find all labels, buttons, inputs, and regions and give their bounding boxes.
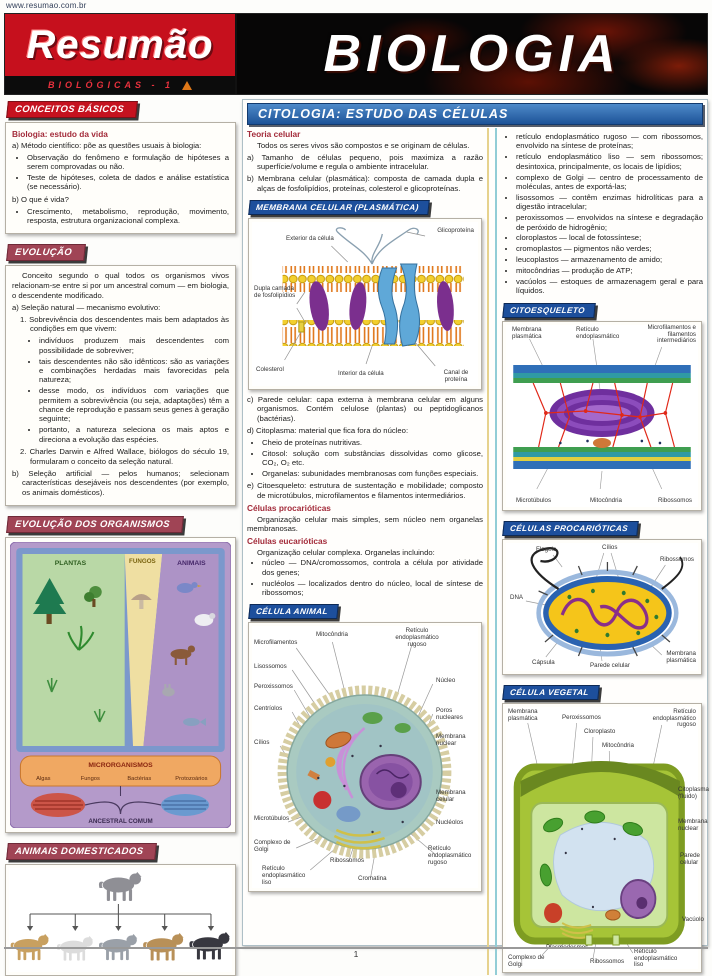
list-item: • núcleo — DNA/cromossomos, controla a célula por atividade dos genes; bbox=[262, 558, 483, 577]
list-item: • Crescimento, metabolismo, reprodução, movimento, resposta, estrutura organizacional complexa. bbox=[27, 207, 229, 226]
list-item: • tais descendentes não são idênticos: são as variações e combinações herdadas mais favorecidas pela natureza; bbox=[39, 357, 229, 385]
conceitos-b-list bbox=[12, 207, 229, 226]
mitochondrion bbox=[606, 910, 620, 920]
evolucao-intro: Conceito segundo o qual todos os organismos vivos relacionam-se entre si por um ancestral comum — em biologia, o descendente modificado. bbox=[12, 271, 229, 300]
label-glicoproteina: Glicoproteína bbox=[437, 226, 474, 234]
middle-column bbox=[247, 128, 489, 975]
organelas-list bbox=[501, 132, 703, 296]
list-item: • cloroplastos — local de fotossíntese; bbox=[516, 233, 703, 242]
site-url: www.resumao.com.br bbox=[6, 1, 87, 10]
label-reticulo: Retículo endoplasmático bbox=[576, 325, 620, 340]
label-membrana-plasmatica: Membrana plasmática bbox=[512, 325, 542, 340]
label-rel: Retículo endoplasmático liso bbox=[262, 865, 306, 886]
label-centriolos: Centríolos bbox=[254, 705, 283, 713]
evolucao-item-a: a) Seleção natural — mecanismo evolutivo: bbox=[12, 302, 161, 312]
lineage-arrows bbox=[27, 926, 214, 931]
evolucao-n1: 1. Sobrevivência dos descendentes mais bem adaptados às condições em que vivem: bbox=[20, 314, 229, 334]
label-peroxissomos: Peroxissomos bbox=[562, 713, 601, 721]
label-lisossomos: Lisossomos bbox=[254, 663, 287, 671]
label-capsula: Cápsula bbox=[532, 658, 555, 666]
lineage-lines bbox=[30, 904, 211, 926]
citoesqueleto-diagram bbox=[506, 325, 698, 507]
label-microtubulos: Microtúbulos bbox=[254, 815, 290, 823]
flame-icon bbox=[182, 81, 192, 90]
banner bbox=[4, 13, 708, 95]
list-item: • retículo endoplasmático rugoso — com ribossomos, envolvido na síntese de proteínas; bbox=[516, 132, 703, 151]
label-fungos: FUNGOS bbox=[129, 557, 156, 565]
nucleolus bbox=[391, 782, 407, 798]
label-membrana: Membrana plasmática bbox=[666, 650, 696, 664]
label-golgi: Complexo de Golgi bbox=[254, 839, 291, 854]
lysosome bbox=[313, 791, 331, 809]
list-item: • desse modo, os indivíduos com variações que permitem a sobrevivência (ou seja, adaptações) têm a chance de reprodução e passam seus genes à geração seguinte; bbox=[39, 386, 229, 424]
page-number: 1 bbox=[353, 949, 359, 959]
label-parede: Parede celular bbox=[680, 851, 700, 866]
subheader-celula-vegetal: CÉLULA VEGETAL bbox=[502, 685, 599, 700]
procarioticas-panel bbox=[502, 539, 702, 675]
euc-heading: Células eucarióticas bbox=[247, 536, 328, 547]
teoria-heading: Teoria celular bbox=[247, 129, 301, 139]
procarioticas-diagram bbox=[506, 543, 698, 671]
euc-list bbox=[247, 558, 483, 597]
list-item: • portanto, a natureza seleciona os mais aptos e direciona a evolução das espécies. bbox=[39, 425, 229, 444]
evolucao-n2: 2. Charles Darwin e Alfred Wallace, biólogos do século 19, formularam o conceito da seleção natural. bbox=[20, 447, 229, 466]
subheader-citoesqueleto: CITOESQUELETO bbox=[502, 303, 596, 318]
list-item: • Cheio de proteínas nutritivas. bbox=[262, 438, 483, 447]
evo-organismos-panel bbox=[5, 537, 236, 833]
evolucao-n1-list bbox=[26, 336, 229, 444]
cito-item-b: b) Membrana celular (plasmática): composta de camada dupla e alças de fosfolipídios, proteínas, colesterol e glicoproteínas. bbox=[247, 174, 483, 193]
ancestral-label: ANCESTRAL COMUM bbox=[88, 817, 153, 825]
label-cloroplasto: Cloroplasto bbox=[584, 727, 616, 735]
subheader-procarioticas: CÉLULAS PROCARIÓTICAS bbox=[502, 521, 639, 536]
label-canal-proteina: Canal de proteína bbox=[443, 369, 469, 383]
band-item-bacterias: Bactérias bbox=[127, 775, 152, 782]
citoesqueleto-panel bbox=[502, 321, 702, 511]
organelle-green bbox=[362, 712, 382, 724]
label-microfilamentos: Microfilamentos bbox=[254, 639, 298, 647]
band-item-algas: Algas bbox=[36, 775, 51, 782]
title-area bbox=[237, 14, 707, 94]
label-membrana-plasmatica: Membrana plasmática bbox=[508, 707, 538, 722]
list-item: • complexo de Golgi — centro de processamento de moléculas, antes de exportá-las; bbox=[516, 173, 703, 192]
organelle-red bbox=[544, 903, 562, 923]
label-cilios: Cílios bbox=[602, 543, 618, 551]
label-rer: Retículo endoplasmático rugoso bbox=[652, 707, 696, 729]
cholesterol-molecule bbox=[299, 322, 304, 332]
label-exterior: Exterior da célula bbox=[286, 234, 334, 242]
conceitos-heading: Biologia: estudo da vida bbox=[12, 129, 108, 139]
cito-item-d: d) Citoplasma: material que fica fora do núcleo: bbox=[247, 425, 409, 435]
evolucao-panel bbox=[5, 265, 236, 505]
label-animais: ANIMAIS bbox=[177, 559, 206, 567]
glycoprotein-branches bbox=[336, 228, 418, 264]
subheader-membrana: MEMBRANA CELULAR (PLASMÁTICA) bbox=[248, 200, 429, 215]
conceitos-item-b: b) O que é vida? bbox=[12, 194, 69, 204]
label-membrana-celular: Membrana celular bbox=[436, 789, 466, 804]
label-membrana-nuclear: Membrana nuclear bbox=[678, 817, 708, 832]
label-cromatina: Cromatina bbox=[358, 875, 387, 883]
cito-item-a: a) Tamanho de células pequeno, pois maximiza a razão superfície/volume e regula o ambiente intracelular. bbox=[247, 152, 483, 172]
label-mitocondria: Mitocôndria bbox=[602, 741, 634, 749]
band-item-protozoarios: Protozoários bbox=[175, 775, 208, 782]
list-item: • Citosol: solução com substâncias dissolvidas como glicose, CO₂, O₂ etc. bbox=[262, 449, 483, 468]
label-rer-bottom: Retículo endoplasmático rugoso bbox=[428, 845, 472, 866]
list-item: • indivíduos produzem mais descendentes com possibilidade de sobreviver; bbox=[39, 336, 229, 355]
section-header-conceitos: CONCEITOS BÁSICOS bbox=[6, 101, 138, 118]
list-item: • leucoplastos — armazenamento de amido; bbox=[516, 255, 703, 264]
section-header-domesticados: ANIMAIS DOMESTICADOS bbox=[6, 843, 157, 860]
flagellum bbox=[532, 545, 559, 589]
celula-animal-diagram bbox=[252, 626, 478, 888]
celula-animal-panel bbox=[248, 622, 482, 892]
label-citoplasma: Citoplasma (fluido) bbox=[678, 785, 709, 800]
page-title: BIOLOGIA bbox=[323, 25, 621, 83]
right-column bbox=[495, 128, 709, 975]
organelle-blue bbox=[336, 806, 360, 822]
label-plasmodesmos: Plasmodesmos bbox=[546, 943, 589, 951]
section-header-evolucao: EVOLUÇÃO bbox=[6, 244, 86, 261]
list-item: • retículo endoplasmático liso — sem ribossomos; desintoxica, principalmente, os locais de lipídios; bbox=[516, 152, 703, 171]
list-item: • nucléolos — localizados dentro do núcleo, local de síntese de ribossomos; bbox=[262, 579, 483, 598]
cito-d-list bbox=[247, 438, 483, 479]
list-item: • vacúolos — estoques de armazenagem geral e para líquidos. bbox=[516, 277, 703, 296]
list-item: • peroxissomos — envolvidos na síntese e degradação de peróxido de hidrogênio; bbox=[516, 213, 703, 232]
content-columns bbox=[4, 99, 709, 969]
membrana-panel bbox=[248, 218, 482, 390]
celula-vegetal-diagram bbox=[506, 707, 709, 969]
wolf-figure bbox=[99, 872, 142, 901]
subheader-celula-animal: CÉLULA ANIMAL bbox=[248, 604, 338, 619]
citoesqueleto-art bbox=[506, 325, 698, 507]
label-peroxissomos: Peroxissomos bbox=[254, 683, 293, 691]
list-item: • Teste de hipóteses, coleta de dados e análise estatística (se necessário). bbox=[27, 173, 229, 192]
list-item: • Organelas: subunidades membranosas com funções especiais. bbox=[262, 469, 483, 478]
label-poros-nucleares: Poros nucleares bbox=[436, 707, 463, 722]
label-dna: DNA bbox=[510, 593, 524, 601]
conceitos-panel bbox=[5, 122, 236, 234]
brand-name: Resumão bbox=[26, 22, 214, 67]
label-golgi: Complexo de Golgi bbox=[508, 953, 545, 968]
left-column bbox=[4, 99, 237, 946]
list-item: • lisossomos — contêm enzimas hidrolíticas para a digestão intracelular; bbox=[516, 193, 703, 212]
organelle-green bbox=[395, 723, 411, 733]
label-membrana-nuclear: Membrana nuclear bbox=[436, 733, 466, 748]
membrana-art bbox=[252, 222, 478, 386]
list-item: • cromoplastos — pigmentos não verdes; bbox=[516, 244, 703, 253]
proc-heading: Células procarióticas bbox=[247, 503, 331, 514]
label-colesterol: Colesterol bbox=[256, 365, 284, 373]
label-parede: Parede celular bbox=[590, 661, 630, 669]
label-cilios: Cílios bbox=[254, 739, 270, 747]
series-bar bbox=[5, 76, 235, 94]
band-title: MICRORGANISMOS bbox=[88, 761, 153, 769]
label-interior: Interior da célula bbox=[338, 369, 384, 377]
cito-item-c: c) Parede celular: capa externa à membrana celular em alguns organismos. Contém celulose (plantas) ou peptidoglicanos (bactérias). bbox=[247, 394, 483, 423]
membrane-bands-top bbox=[513, 365, 691, 383]
label-dupla-camada: Dupla camada de fosfolipídios bbox=[254, 284, 296, 299]
cito-item-e: e) Citoesqueleto: estrutura de sustentação e mobilidade; composto de microtúbulos, microfilamentos e filamentos intermediários. bbox=[247, 481, 483, 501]
label-mitocondria: Mitocôndria bbox=[316, 631, 348, 639]
evo-organismos-diagram bbox=[10, 542, 231, 828]
label-ribossomos: Ribossomos bbox=[590, 957, 625, 965]
conceitos-a-list bbox=[12, 153, 229, 192]
label-filamentos: Microfilamentos e filamentos intermediários bbox=[647, 323, 696, 345]
label-nucleo: Núcleo bbox=[436, 677, 456, 685]
label-nucleolos: Nucléolos bbox=[436, 819, 464, 827]
mitochondrion bbox=[593, 438, 611, 448]
celula-vegetal-panel bbox=[502, 703, 709, 973]
evolucao-item-b: b) Seleção artificial — pelos humanos; selecionam características desejáveis nos descendentes (por exemplo, os animais domésticos). bbox=[12, 468, 229, 497]
section-header-citologia: CITOLOGIA: ESTUDO DAS CÉLULAS bbox=[247, 103, 703, 125]
membrana-diagram bbox=[252, 222, 478, 386]
proc-text: Organização celular mais simples, sem núcleo nem organelas membranosas. bbox=[247, 514, 483, 534]
evo-organismos-art bbox=[10, 542, 231, 828]
membrane-bands-bottom bbox=[513, 447, 691, 469]
label-rer-top: Retículo endoplasmático rugoso bbox=[395, 627, 439, 648]
teoria-text: Todos os seres vivos são compostos e se originam de células. bbox=[257, 140, 470, 150]
section-header-evo-organismos: EVOLUÇÃO DOS ORGANISMOS bbox=[6, 516, 184, 533]
series-label: BIOLÓGICAS - 1 bbox=[47, 80, 174, 90]
label-vacuolo: Vacúolo bbox=[682, 915, 704, 923]
label-mitocondria: Mitocôndria bbox=[590, 496, 622, 504]
list-item: • Observação do fenômeno e formulação de hipóteses a serem comprovadas ou não. bbox=[27, 153, 229, 172]
euc-text: Organização celular complexa. Organelas incluindo: bbox=[257, 547, 435, 557]
label-rel: Retículo endoplasmático liso bbox=[634, 947, 678, 969]
label-plantas: PLANTAS bbox=[54, 559, 87, 567]
label-flagelo: Flagelo bbox=[536, 545, 557, 553]
label-ribossomos: Ribossomos bbox=[330, 857, 365, 865]
nucleolus bbox=[636, 897, 647, 909]
band-item-fungos: Fungos bbox=[80, 775, 100, 782]
label-ribossomos: Ribossomos bbox=[659, 555, 694, 563]
label-microtubulos: Microtúbulos bbox=[516, 496, 552, 504]
brand-logo bbox=[5, 14, 237, 94]
peroxisome bbox=[325, 757, 335, 767]
label-ribossomos: Ribossomos bbox=[657, 496, 692, 504]
list-item: • mitocôndrias — produção de ATP; bbox=[516, 266, 703, 275]
nucleoplasm bbox=[369, 763, 413, 801]
conceitos-item-a: a) Método científico: põe as questões usuais à biologia: bbox=[12, 140, 202, 150]
citologia-group bbox=[242, 99, 709, 969]
